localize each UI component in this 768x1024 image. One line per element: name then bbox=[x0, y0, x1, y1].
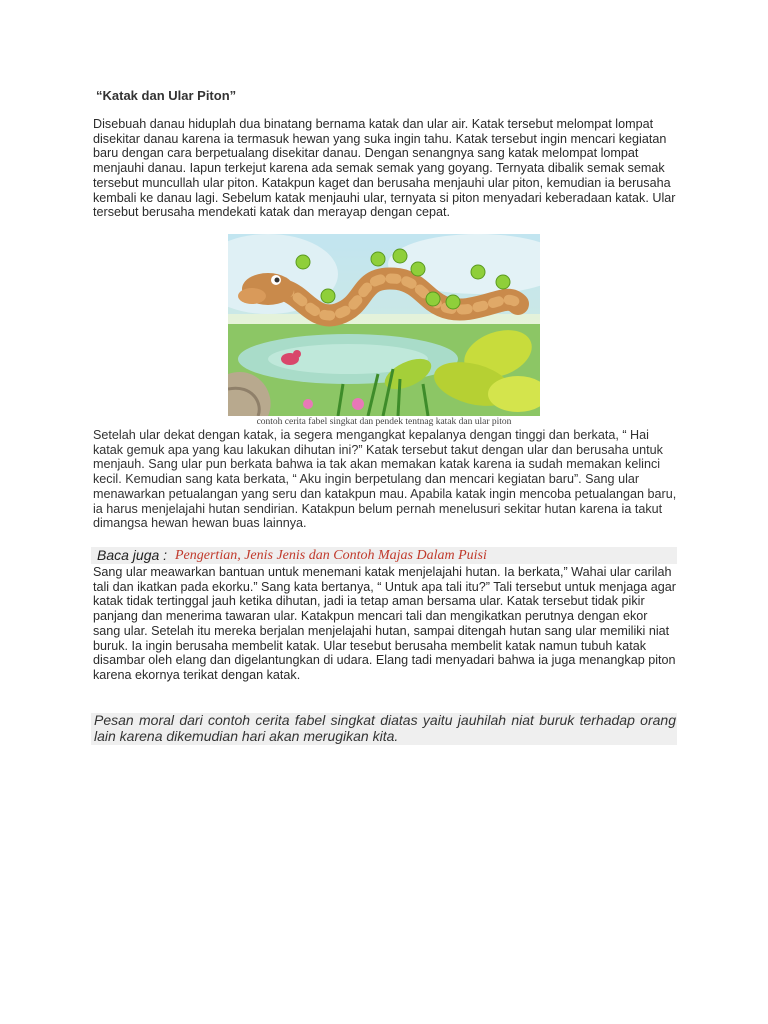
story-illustration bbox=[228, 234, 540, 416]
baca-juga-link[interactable]: Pengertian, Jenis Jenis dan Contoh Majas Dalam Puisi bbox=[175, 548, 487, 563]
paragraph-1: Disebuah danau hiduplah dua binatang bernama katak dan ular air. Katak tersebut melompat lompat disekitar danau karena ia termasuk hewan yang suka ingin tahu. Katak tersebut ingin mencari kegiatan baru dengan cara berpetualang disekitar danau. Dengan senangnya sang katak melompat lompat menjauhi danau. Iapun terkejut karena ada semak semak yang goyang. Ternyata dibalik semak semak tersebut muncullah ular piton. Katakpun kaget dan berusaha menjauhi ular piton, kemudian ia berusaha kembali ke danau lagi. Sebelum katak menjauhi ular, ternyata si piton menyadari keberadaan katak. Ular tersebut berusaha mendekati katak dan merayap dengan cepat. bbox=[93, 117, 676, 220]
story-title: “Katak dan Ular Piton” bbox=[96, 88, 237, 103]
snake-and-frogs-illustration bbox=[228, 234, 540, 416]
image-caption: contoh cerita fabel singkat dan pendek tentnag katak dan ular piton bbox=[256, 417, 512, 427]
moral-text: Pesan moral dari contoh cerita fabel singkat diatas yaitu jauhilah niat buruk terhadap orang lain karena dikemudian hari akan merugikan kita. bbox=[94, 712, 676, 744]
baca-juga-box bbox=[91, 547, 677, 564]
paragraph-3: Sang ular meawarkan bantuan untuk menemani katak menjelajahi hutan. Ia berkata,” Wahai ular carilah tali dan ikatkan pada ekorku.” Sang kata bertanya, “ Untuk apa tali itu?” Tali tersebut untuk menjaga agar katak tidak tertinggal jauh ketika dihutan, jadi ia tetap aman bersama ular. Katak tersebut tidak pikir panjang dan menerima tawaran ular. Katakpun mencari tali dan mengikatkan perutnya dengan ekor sang ular. Setelah itu mereka berjalan menjelajahi hutan, sampai ditengah hutan sang ular memiliki niat buruk. Ia ingin berusaha membelit katak. Ular tesebut berusaha membelit katak namun tubuh katak disambar oleh elang dan digelantungkan di udara. Elang tadi menyadari bahwa ia juga menangkap piton karena ekornya terikat dengan katak. bbox=[93, 565, 676, 682]
moral-box bbox=[91, 713, 677, 745]
paragraph-2: Setelah ular dekat dengan katak, ia segera mengangkat kepalanya dengan tinggi dan berkata, “ Hai katak gemuk apa yang kau lakukan dihutan ini?” Katak tersebut takut dengan ular dan berusaha untuk menjauh. Sang ular pun berkata bahwa ia tak akan memakan katak karena ia sudah memakan kelinci kecil. Kemudian sang kata berkata, “ Aku ingin berpetulang dan mencari kegiatan baru”. Sang ular menawarkan petualangan yang seru dan katakpun mau. Apabila katak ingin mencoba petualangan baru, ia harus menjelajahi hutan sendirian. Katakpun belum pernah menelusuri sekitar hutan karena ia takut dimangsa hewan hewan buas lainnya. bbox=[93, 428, 677, 531]
baca-juga-label: Baca juga : bbox=[97, 547, 168, 563]
